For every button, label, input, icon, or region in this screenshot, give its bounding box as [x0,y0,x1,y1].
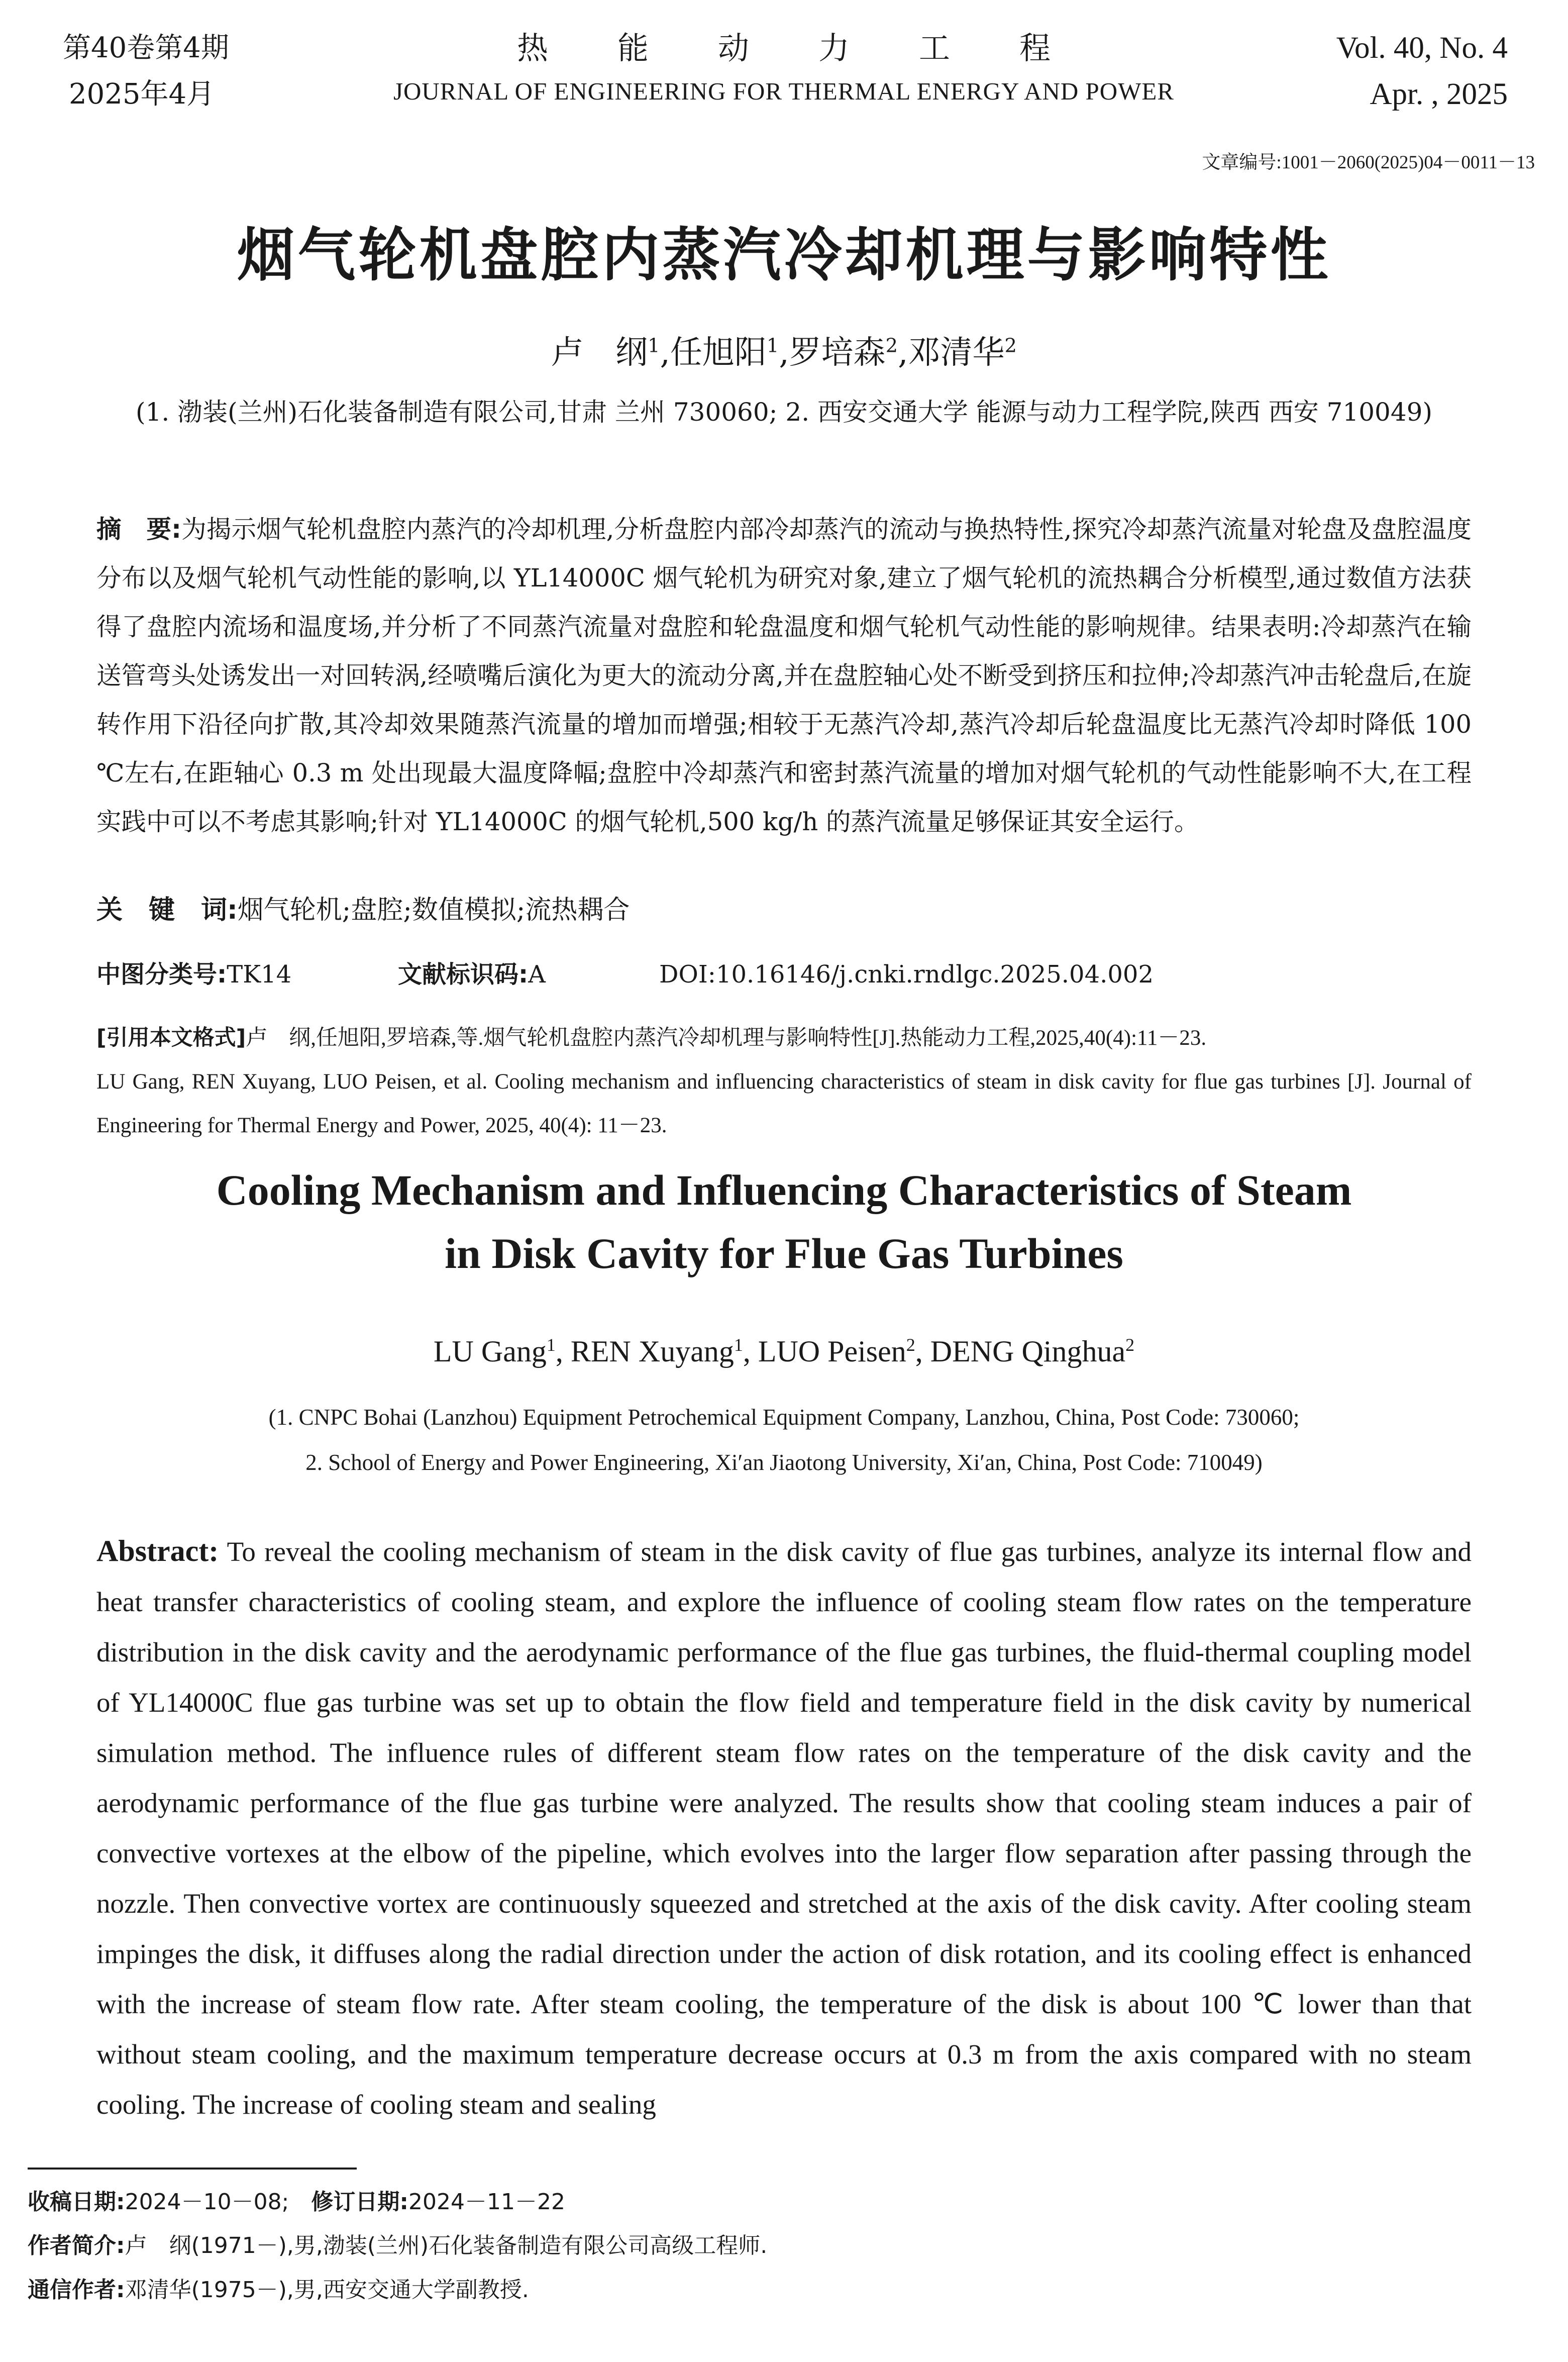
footnote-author-bio [28,2227,767,2259]
author-name: DENG Qinghua [930,1335,1126,1368]
keywords-text: 烟气轮机;盘腔;数值模拟;流热耦合 [237,895,630,925]
title-en-line1: Cooling Mechanism and Influencing Characteristics of Steam [216,1166,1352,1214]
clc-value: TK14 [227,960,292,989]
abstract-text-en: To reveal the cooling mechanism of steam in the disk cavity of flue gas turbines, analyze its internal flow and heat transfer characteristics of cooling steam, and explore the influence of cooling steam flow rates on the temperature distribution in the disk cavity and the aerodynamic performance of the flue gas turbines, the fluid-thermal coupling model of YL14000C flue gas turbine was set up to obtain the flow field and temperature field in the disk cavity by numerical simulation method. The influence rules of different steam flow rates on the temperature of the disk cavity and the aerodynamic performance of the flue gas turbine were analyzed. The results show that cooling steam induces a pair of convective vortexes at the elbow of the pipeline, which evolves into the larger flow separation after passing through the nozzle. Then convective vortex are continuously squeezed and stretched at the axis of the disk cavity. After cooling steam impinges the disk, it diffuses along the radial direction under the action of disk rotation, and its cooling effect is enhanced with the increase of steam flow rate. After steam cooling, the temperature of the disk is about 100 ℃ lower than that without steam cooling, and the maximum temperature decrease occurs at 0.3 m from the axis compared with no steam cooling. The increase of cooling steam and sealing [96,1536,1472,2120]
abstract-label-en: Abstract: [96,1534,219,1567]
keywords-label: 关 键 词: [96,895,238,925]
authors-zh [0,327,1568,373]
citation-block [96,1016,1472,1147]
author-affil-mark: 2 [906,1335,915,1355]
affiliation-en [0,1395,1568,1485]
paper-title-en [0,1158,1568,1285]
revised-date: 2024－11－22 [408,2189,565,2215]
paper-title-zh: 烟气轮机盘腔内蒸汽冷却机理与影响特性 [237,222,1331,289]
affiliation-zh: (1. 渤装(兰州)石化装备制造有限公司,甘肃 兰州 730060; 2. 西安交通大学 能源与动力工程学院,陕西 西安 710049) [136,398,1432,427]
corresponding-label: 通信作者: [28,2277,125,2303]
author-affil-mark: 2 [1125,1335,1135,1355]
issue-info-zh [63,25,314,118]
author-separator: , [779,334,789,371]
received-date: 2024－10－08; [125,2189,289,2215]
doi: DOI:10.16146/j.cnki.rndlgc.2025.04.002 [659,960,1154,989]
author-name: 卢 纲 [551,334,648,371]
author-name: 任旭阳 [670,334,767,371]
journal-name-zh: 热能动力工程 [516,30,1120,66]
footnote-divider [28,2168,357,2170]
citation-en: LU Gang, REN Xuyang, LUO Peisen, et al. Cooling mechanism and influencing characteristics of steam in disk cavity for flue gas turbines [J]. Journal of Engineering for Thermal Energy and Power, 2025, 40(4): 11－23. [96,1070,1472,1137]
issue-date-en: Apr. , 2025 [1370,77,1508,111]
author-affil-mark: 1 [766,334,779,357]
author-name: 罗培森 [789,334,886,371]
author-name: 邓清华 [908,334,1005,371]
corresponding-author: 邓清华(1975－),男,西安交通大学副教授. [125,2277,529,2303]
journal-name-en: JOURNAL OF ENGINEERING FOR THERMAL ENERGY AND POWER [393,77,1175,105]
article-number: 文章编号:1001－2060(2025)04－0011－13 [1202,152,1535,173]
author-name: REN Xuyang [570,1335,734,1368]
abstract-label-zh: 摘 要: [96,515,181,544]
author-separator: , [660,334,670,371]
author-separator: , [898,334,908,371]
keywords-zh [96,889,1472,926]
title-en-line2: in Disk Cavity for Flue Gas Turbines [445,1229,1123,1277]
classification-line [96,955,1472,990]
affiliation-en-line2: 2. School of Energy and Power Engineering, Xi′an Jiaotong University, Xi′an, China, Post Code: 710049) [305,1450,1263,1475]
issue-info-en [1277,25,1508,118]
author-affil-mark: 2 [1004,334,1017,357]
citation-label: [引用本文格式] [96,1025,246,1050]
author-affil-mark: 2 [885,334,898,357]
author-bio-label: 作者简介: [28,2233,125,2258]
author-affil-mark: 1 [546,1335,556,1355]
author-bio: 卢 纲(1971－),男,渤装(兰州)石化装备制造有限公司高级工程师. [125,2233,768,2258]
abstract-text-zh: 为揭示烟气轮机盘腔内蒸汽的冷却机理,分析盘腔内部冷却蒸汽的流动与换热特性,探究冷却蒸汽流量对轮盘及盘腔温度分布以及烟气轮机气动性能的影响,以 YL14000C 烟气轮机为研究对象,建立了烟气轮机的流热耦合分析模型,通过数值方法获得了盘腔内流场和温度场,并分析了不同蒸汽流量对盘腔和轮盘温度和烟气轮机气动性能的影响规律。结果表明:冷却蒸汽在输送管弯头处诱发出一对回转涡,经喷嘴后演化为更大的流动分离,并在盘腔轴心处不断受到挤压和拉伸;冷却蒸汽冲击轮盘后,在旋转作用下沿径向扩散,其冷却效果随蒸汽流量的增加而增强;相较于无蒸汽冷却,蒸汽冷却后轮盘温度比无蒸汽冷却时降低 100 ℃左右,在距轴心 0.3 m 处出现最大温度降幅;盘腔中冷却蒸汽和密封蒸汽流量的增加对烟气轮机的气动性能影响不大,在工程实践中可以不考虑其影响;针对 YL14000C 的烟气轮机,500 kg/h 的蒸汽流量足够保证其安全运行。 [96,515,1472,836]
author-name: LUO Peisen [758,1335,906,1368]
issue-number-zh: 第40卷第4期 [63,32,229,64]
affiliation-en-line1: (1. CNPC Bohai (Lanzhou) Equipment Petrochemical Equipment Company, Lanzhou, China, Post Code: 730060; [268,1405,1300,1430]
revised-label: 修订日期: [311,2189,408,2215]
abstract-en [96,1526,1472,2130]
received-label: 收稿日期: [28,2189,125,2215]
citation-zh: 卢 纲,任旭阳,罗培森,等.烟气轮机盘腔内蒸汽冷却机理与影响特性[J].热能动力工程,2025,40(4):11－23. [246,1026,1207,1050]
author-name: LU Gang [433,1335,547,1368]
author-affil-mark: 1 [734,1335,743,1355]
author-separator: , [743,1335,758,1368]
footnote-dates [28,2184,565,2216]
doc-code-label: 文献标识码: [398,960,529,989]
issue-date-zh: 2025年4月 [69,78,215,111]
volume-en: Vol. 40, No. 4 [1336,31,1508,65]
footnote-corresponding [28,2272,529,2304]
abstract-zh [96,505,1472,846]
authors-en [0,1334,1568,1369]
doc-code-value: A [528,960,546,989]
clc-label: 中图分类号: [96,960,227,989]
journal-masthead [352,25,1216,112]
author-separator: , [555,1335,571,1368]
author-affil-mark: 1 [648,334,660,357]
author-separator: , [915,1335,930,1368]
